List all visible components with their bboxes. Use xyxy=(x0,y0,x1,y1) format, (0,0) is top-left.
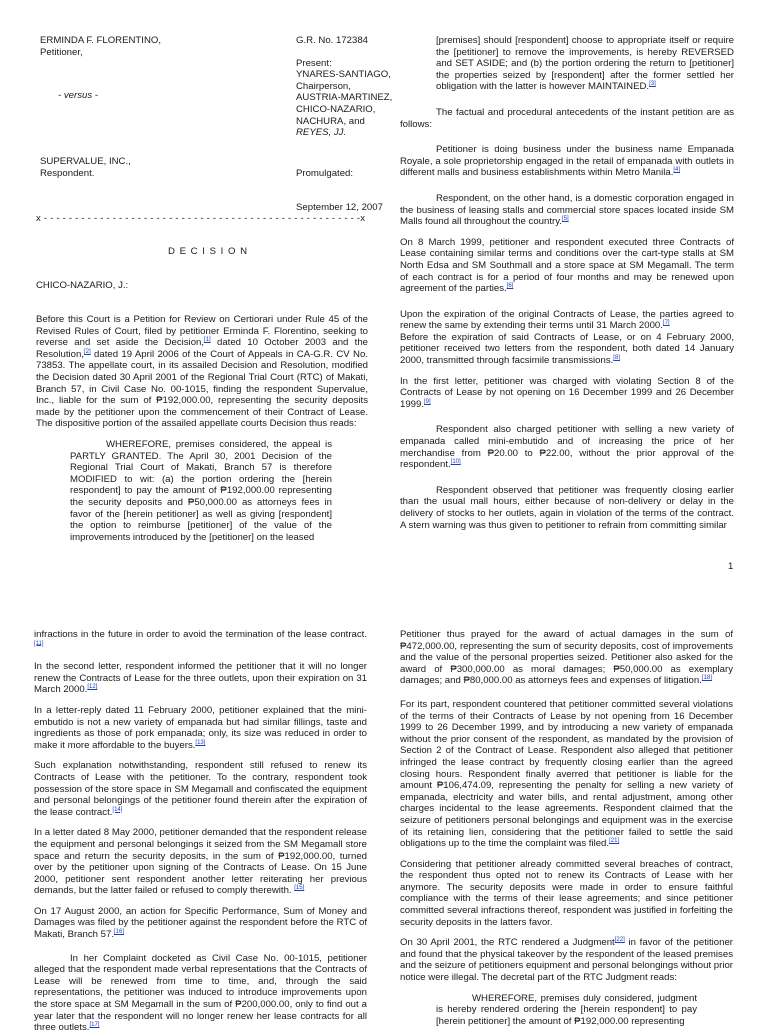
promulgated-date: September 12, 2007 xyxy=(296,202,383,213)
petitioner-name: ERMINDA F. FLORENTINO, xyxy=(40,35,161,46)
promulgated-label: Promulgated: xyxy=(296,168,354,179)
page2-left-column xyxy=(34,629,367,1034)
justice-line: NACHURA, and xyxy=(296,115,365,127)
respondent-name: SUPERVALUE, INC., xyxy=(40,156,131,167)
versus-label: - versus - xyxy=(58,90,98,101)
footnote-link[interactable]: [17] xyxy=(89,1022,100,1029)
paragraph: In a letter dated 8 May 2000, petitioner demanded that the respondent release the equipment and personal belongings it seized from the SM Megamall store space and return the security deposits, in the sum of ₱192,000.00, turned over by the petitioner upon signing of the Contracts of Lease. On 15 June 2000, petitioner sent respondent another letter reiterating her previous demands, but the latter failed or refused to comply therewith. [15] xyxy=(34,827,367,897)
justice-line: YNARES-SANTIAGO, xyxy=(296,69,391,81)
paragraph: Respondent observed that petitioner was frequently closing earlier than the usual mall hours, either because of non-delivery or delay in the delivery of stocks to her outlets, again in violation of the terms of the contract. A stern warning was thus given to petitioner to refrain from committing similar xyxy=(400,484,734,531)
footnote-link[interactable]: [14] xyxy=(112,806,123,813)
footnote-link[interactable]: [2] xyxy=(84,348,91,355)
petitioner-role: Petitioner, xyxy=(40,46,83,58)
gr-number: G.R. No. 172384 xyxy=(296,35,368,46)
block-quote: WHEREFORE, premises duly considered, judgment is hereby rendered ordering the [herein respondent] to pay [herein petitioner] the amount of ₱192,000.00 representing xyxy=(436,992,697,1027)
ponente: CHICO-NAZARIO, J.: xyxy=(36,280,129,291)
footnote-link[interactable]: [8] xyxy=(613,354,620,361)
paragraph: Respondent, on the other hand, is a domestic corporation engaged in the business of leasing stalls and commercial store spaces located inside SM Malls found all throughout the country.[5] xyxy=(400,192,734,228)
respondent-role: Respondent. xyxy=(40,167,95,179)
paragraph: On 30 April 2001, the RTC rendered a Judgment[22] in favor of the petitioner and found that the physical takeover by the respondent of the leased premises and the seizure of petitioners equipment and personal belongings without prior notice were illegal. The decretal part of the RTC Judgment reads: xyxy=(400,937,733,984)
paragraph: Considering that petitioner already committed several breaches of contract, the respondent thus opted not to renew its Contracts of Lease with her anymore. The security deposits were made in order to ensure faithful compliance with the terms of their lease agreements; and since petitioner committed several infractions thereof, respondent was justified in forfeiting the security deposits in the latters favor. xyxy=(400,858,733,928)
paragraph: In the second letter, respondent informed the petitioner that it will no longer renew the Contracts of Lease for the three outlets, upon their expiration on 31 March 2000.[12] xyxy=(34,661,367,696)
justice-line: Chairperson, xyxy=(296,80,351,92)
footnote-link[interactable]: [22] xyxy=(614,937,625,944)
footnote-link[interactable]: [16] xyxy=(114,928,125,935)
paragraph: Respondent also charged petitioner with selling a new variety of empanada called mini-embutido and of increasing the price of her merchandise from ₱20.00 to ₱22.00, without the prior approval of the respondent.[10] xyxy=(400,424,734,471)
footnote-link[interactable]: [5] xyxy=(561,215,569,222)
block-quote: WHEREFORE, premises considered, the appeal is PARTLY GRANTED. The April 30, 2001 Decision of the Regional Trial Court of Makati, Branch 57 is therefore MODIFIED to wit: (a) the portion ordering the [herein respondent] to pay the amount of ₱192,000.00 representing the security deposits and ₱50,000.00 as attorneys fees in favor of the [herein petitioner] as well as giving [respondent] the option to reimburse [petitioner] of the value of the improvements introduced by the [petitioner] on the leased xyxy=(70,438,332,543)
footnote-link[interactable]: [21] xyxy=(609,837,620,844)
footnote-link[interactable]: [11] xyxy=(34,640,44,647)
footnote-link[interactable]: [1] xyxy=(204,337,211,343)
decision-heading: D E C I S I O N xyxy=(168,246,249,257)
present-label: Present: xyxy=(296,57,332,69)
footnote-link[interactable]: [15] xyxy=(294,885,305,892)
page1-right-column xyxy=(400,35,734,531)
footnote-link[interactable]: [7] xyxy=(662,320,670,327)
paragraph: In a letter-reply dated 11 February 2000, petitioner explained that the mini-embutido is not a new variety of empanada but had similar fillings, taste and ingredients as those of pork empanada; only, its size was reduced in order to make it more affordable to the buyers.[13] xyxy=(34,704,367,751)
paragraph: infractions in the future in order to avoid the termination of the lease contract.[11] xyxy=(34,629,367,647)
intro-paragraph: Before this Court is a Petition for Review on Certiorari under Rule 45 of the Revised Rules of Court, filed by petitioner Erminda F. Florentino, seeking to reverse and set aside the Decision,[1] dated 10 October 2003 and the Resolution,[2] dated 19 April 2006 of the Court of Appeals in CA-G.R. CV No. 73853. The appellate court, in its assailed Decision and Resolution, modified the Decision dated 30 April 2001 of the Regional Trial Court (RTC) of Makati, Branch 57, in Civil Case No. 00-1015, finding the respondent Supervalue, Inc., liable for the sum of ₱192,000.00, representing the security deposits made by the petitioner upon the commencement of their Contract of Lease. The dispositive portion of the assailed appellate courts Decision thus reads: xyxy=(36,314,368,430)
paragraph: On 8 March 1999, petitioner and respondent executed three Contracts of Lease containing similar terms and conditions over the cart-type stalls at SM North Edsa and SM Southmall and a store space at SM Megamall. The term of each contract is for a period of four months and may be renewed upon agreement of the parties.[6] xyxy=(400,236,734,295)
footnote-link[interactable]: [10] xyxy=(450,459,461,466)
paragraph: Upon the expiration of the original Contracts of Lease, the parties agreed to renew the same by extending their terms until 31 March 2000.[7] xyxy=(400,308,734,332)
page-number: 1 xyxy=(728,561,734,572)
footnote-link[interactable]: [3] xyxy=(649,81,656,88)
caption-parties xyxy=(40,35,240,58)
paragraph: The factual and procedural antecedents of the instant petition are as follows: xyxy=(400,106,734,130)
footnote-link[interactable]: [4] xyxy=(673,167,681,174)
justice-line: REYES, JJ. xyxy=(296,127,347,139)
paragraph: In the first letter, petitioner was charged with violating Section 8 of the Contracts of Lease by not opening on 16 December 1999 and 26 December 1999.[9] xyxy=(400,375,734,410)
justice-line: AUSTRIA-MARTINEZ, xyxy=(296,92,393,104)
paragraph: For its part, respondent countered that petitioner committed several violations of the terms of their Contracts of Lease by not opening from 16 December 1999 to 26 December 1999, and by introducing a new variety of empanada without the prior consent of the respondent, as mandated by the provision of Section 2 of the Contract of Lease. Respondent also alleged that petitioner infringed the lease contract by frequently closing earlier than the agreed closing hours. Respondent finally averred that petitioner is liable for the amount ₱106,474.09, representing the penalty for selling a new variety of empanada, electricity and water bills, and rental adjustment, among other charges incidental to the lease agreements. Respondent claimed that the seizure of petitioners personal belongings and equipment was in the exercise of its retaining lien, considering that the petitioner failed to settle the said obligations up to the time the complaint was filed.[21] xyxy=(400,698,733,850)
paragraph: On 17 August 2000, an action for Specific Performance, Sum of Money and Damages was filed by the petitioner against the respondent before the RTC of Makati, Branch 57.[16] xyxy=(34,905,367,941)
paragraph: In her Complaint docketed as Civil Case No. 00-1015, petitioner alleged that the respondent made verbal representations that the Contracts of Lease will be renewed from time to time, and, through the said representations, the petitioner was induced to introduce improvements upon the store space at SM Megamall in the sum of ₱200,000.00, only to find out a year later that the respondent will no longer renew her lease contracts for all three outlets.[17] xyxy=(34,952,367,1034)
paragraph: Petitioner thus prayed for the award of actual damages in the sum of ₱472,000.00, representing the sum of security deposits, cost of improvements and the value of the personal properties seized. Petitioner also asked for the award of ₱300,000.00 as moral damages; ₱50,000.00 as exemplary damages; and ₱80,000.00 as attorneys fees and expenses of litigation.[18] xyxy=(400,629,733,687)
footnote-link[interactable]: [9] xyxy=(424,398,431,405)
footnote-link[interactable]: [6] xyxy=(506,282,514,289)
caption-court-info xyxy=(296,35,406,139)
footnote-link[interactable]: [13] xyxy=(195,739,206,746)
footnote-link[interactable]: [12] xyxy=(87,684,98,691)
paragraph: Such explanation notwithstanding, respondent still refused to renew its Contracts of Lease with the petitioner. To the contrary, respondent took possession of the store space in SM Megamall and confiscated the equipment and personal belongings of the petitioner found therein after the expiration of the lease contract.[14] xyxy=(34,760,367,818)
block-quote-continued: [premises] should [respondent] choose to appropriate itself or require the [petitioner] to remove the improvements, is hereby REVERSED and SET ASIDE; and (b) the portion ordering the return to [petitioner] the properties seized by [respondent] after the former settled her obligation with the latter is however MAINTAINED.[3] xyxy=(436,35,734,93)
caption-rule-line: x - - - - - - - - - - - - - - - - - - - - - - - - - - - - - - - - - - - - - - - - - - - - - - - - - - -x xyxy=(36,213,366,224)
page1-left-column xyxy=(36,314,368,543)
justice-line: CHICO-NAZARIO, xyxy=(296,103,376,115)
page2-right-column xyxy=(400,629,733,1027)
footnote-link[interactable]: [18] xyxy=(701,675,712,682)
paragraph: Petitioner is doing business under the business name Empanada Royale, a sole proprietorship engaged in the retail of empanada with outlets in different malls and business establishments within Metro Manila.[4] xyxy=(400,144,734,179)
paragraph: Before the expiration of said Contracts of Lease, or on 4 February 2000, petitioner received two letters from the respondent, both dated 14 January 2000, transmitted through facsimile transmissions.[8] xyxy=(400,331,734,367)
caption-respondent xyxy=(40,156,240,179)
